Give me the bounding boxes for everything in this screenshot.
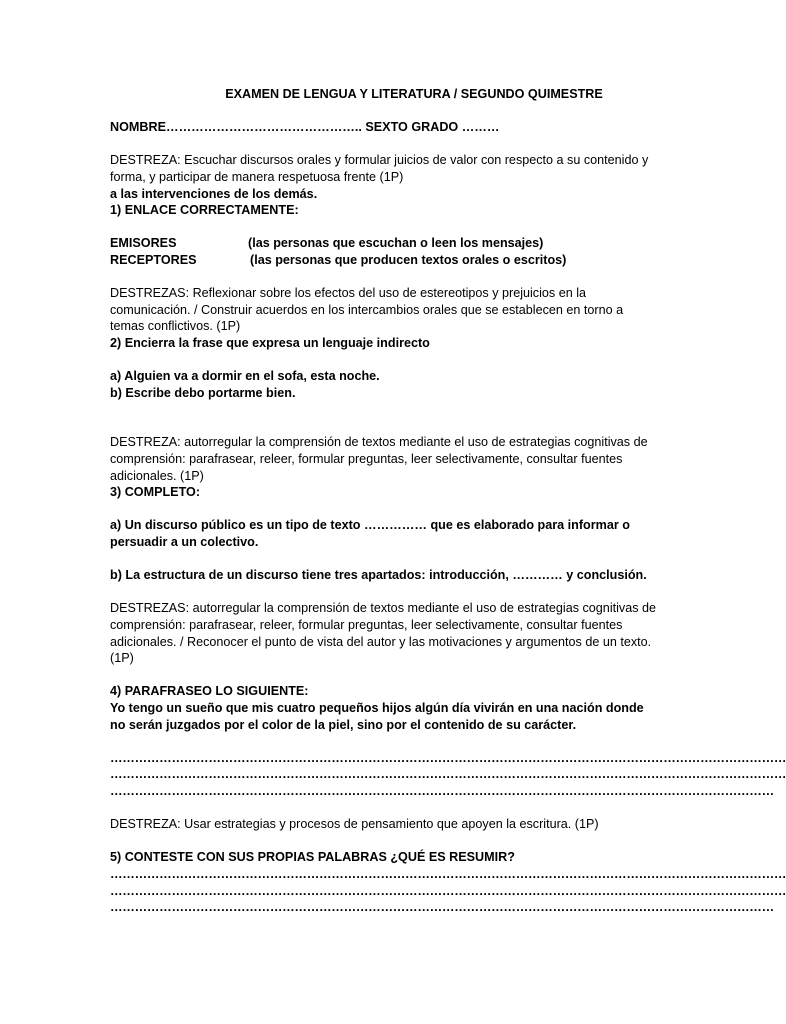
complete-item-b: b) La estructura de un discurso tiene tres apartados: introducción, ………… y conclusión. [110, 568, 647, 583]
answer-line[interactable]: ………………………………………………………………………………………………………………………………………………… [110, 866, 786, 881]
spacer [110, 136, 658, 153]
match-term: EMISORES [110, 236, 177, 251]
spacer [110, 219, 658, 236]
section1-destreza-continued: a las intervenciones de los demás. [110, 186, 318, 201]
section1-destreza: DESTREZA: Escuchar discursos orales y formular juicios de valor con respecto a su contenido y forma, y participar de manera respetuosa frente (1P) [110, 153, 649, 184]
option-a: a) Alguien va a dormir en el sofa, esta noche. [110, 369, 380, 384]
spacer [110, 401, 658, 418]
spacer [110, 418, 658, 435]
complete-item-a: a) Un discurso público es un tipo de texto …………… que es elaborado para informar o persuadir a un colectivo. [110, 518, 630, 550]
match-definition: (las personas que escuchan o leen los mensajes) [248, 236, 544, 251]
answer-line[interactable]: ………………………………………………………………………………………………………………………………………………… [110, 750, 786, 765]
spacer [110, 833, 658, 850]
answer-line[interactable]: ………………………………………………………………………………………………………………………………………………… [110, 767, 786, 782]
spacer [110, 584, 658, 601]
spacer [110, 501, 658, 518]
match-row-receptores [110, 252, 658, 269]
question-4: 4) PARAFRASEO LO SIGUIENTE: [110, 684, 309, 699]
spacer [110, 800, 658, 817]
spacer [110, 103, 658, 120]
match-definition: (las personas que producen textos orales o escritos) [250, 252, 567, 267]
section4-destreza: DESTREZAS: autorregular la comprensión de textos mediante el uso de estrategias cognitivas de comprensión: parafrasear, releer, formular preguntas, leer selectivamente, consultar fuentes adicionales. / Reconocer el punto de vista del autor y las motivaciones y argumentos de un texto. (1P) [110, 601, 657, 666]
section2-destreza: DESTREZAS: Reflexionar sobre los efectos del uso de estereotipos y prejuicios en la comunicación. / Construir acuerdos en los intercambios orales que se establecen en torno a temas conflictivos. (1P) [110, 286, 624, 334]
answer-line[interactable]: ……………………………………………………………………………………………………………………………………………… [110, 900, 774, 915]
match-row-emisores [110, 235, 658, 252]
question-1: 1) ENLACE CORRECTAMENTE: [110, 203, 299, 218]
spacer [110, 667, 658, 684]
spacer [110, 733, 658, 750]
match-term: RECEPTORES [110, 252, 197, 267]
answer-line[interactable]: ……………………………………………………………………………………………………………………………………………… [110, 783, 774, 798]
section5-destreza: DESTREZA: Usar estrategias y procesos de pensamiento que apoyen la escritura. (1P) [110, 817, 599, 832]
paraphrase-quote: Yo tengo un sueño que mis cuatro pequeños hijos algún día vivirán en una nación donde no serán juzgados por el color de la piel, sino por el contenido de su carácter. [110, 700, 644, 732]
section3-destreza: DESTREZA: autorregular la comprensión de textos mediante el uso de estrategias cognitivas de comprensión: parafrasear, releer, formular preguntas, leer selectivamente, consultar fuentes adicionales. (1P) [110, 435, 648, 483]
question-3: 3) COMPLETO: [110, 485, 201, 500]
spacer [110, 269, 658, 286]
name-grade-line: NOMBRE……………………………………….. SEXTO GRADO ……… [110, 120, 500, 135]
option-b: b) Escribe debo portarme bien. [110, 385, 296, 400]
spacer [110, 551, 658, 568]
question-5: 5) CONTESTE CON SUS PROPIAS PALABRAS ¿QUÉ ES RESUMIR? [110, 850, 515, 865]
exam-page [110, 86, 786, 916]
spacer [110, 352, 658, 369]
question-2: 2) Encierra la frase que expresa un lenguaje indirecto [110, 335, 430, 350]
answer-line[interactable]: ………………………………………………………………………………………………………………………………………………… [110, 883, 786, 898]
exam-title: EXAMEN DE LENGUA Y LITERATURA / SEGUNDO QUIMESTRE [225, 87, 603, 101]
